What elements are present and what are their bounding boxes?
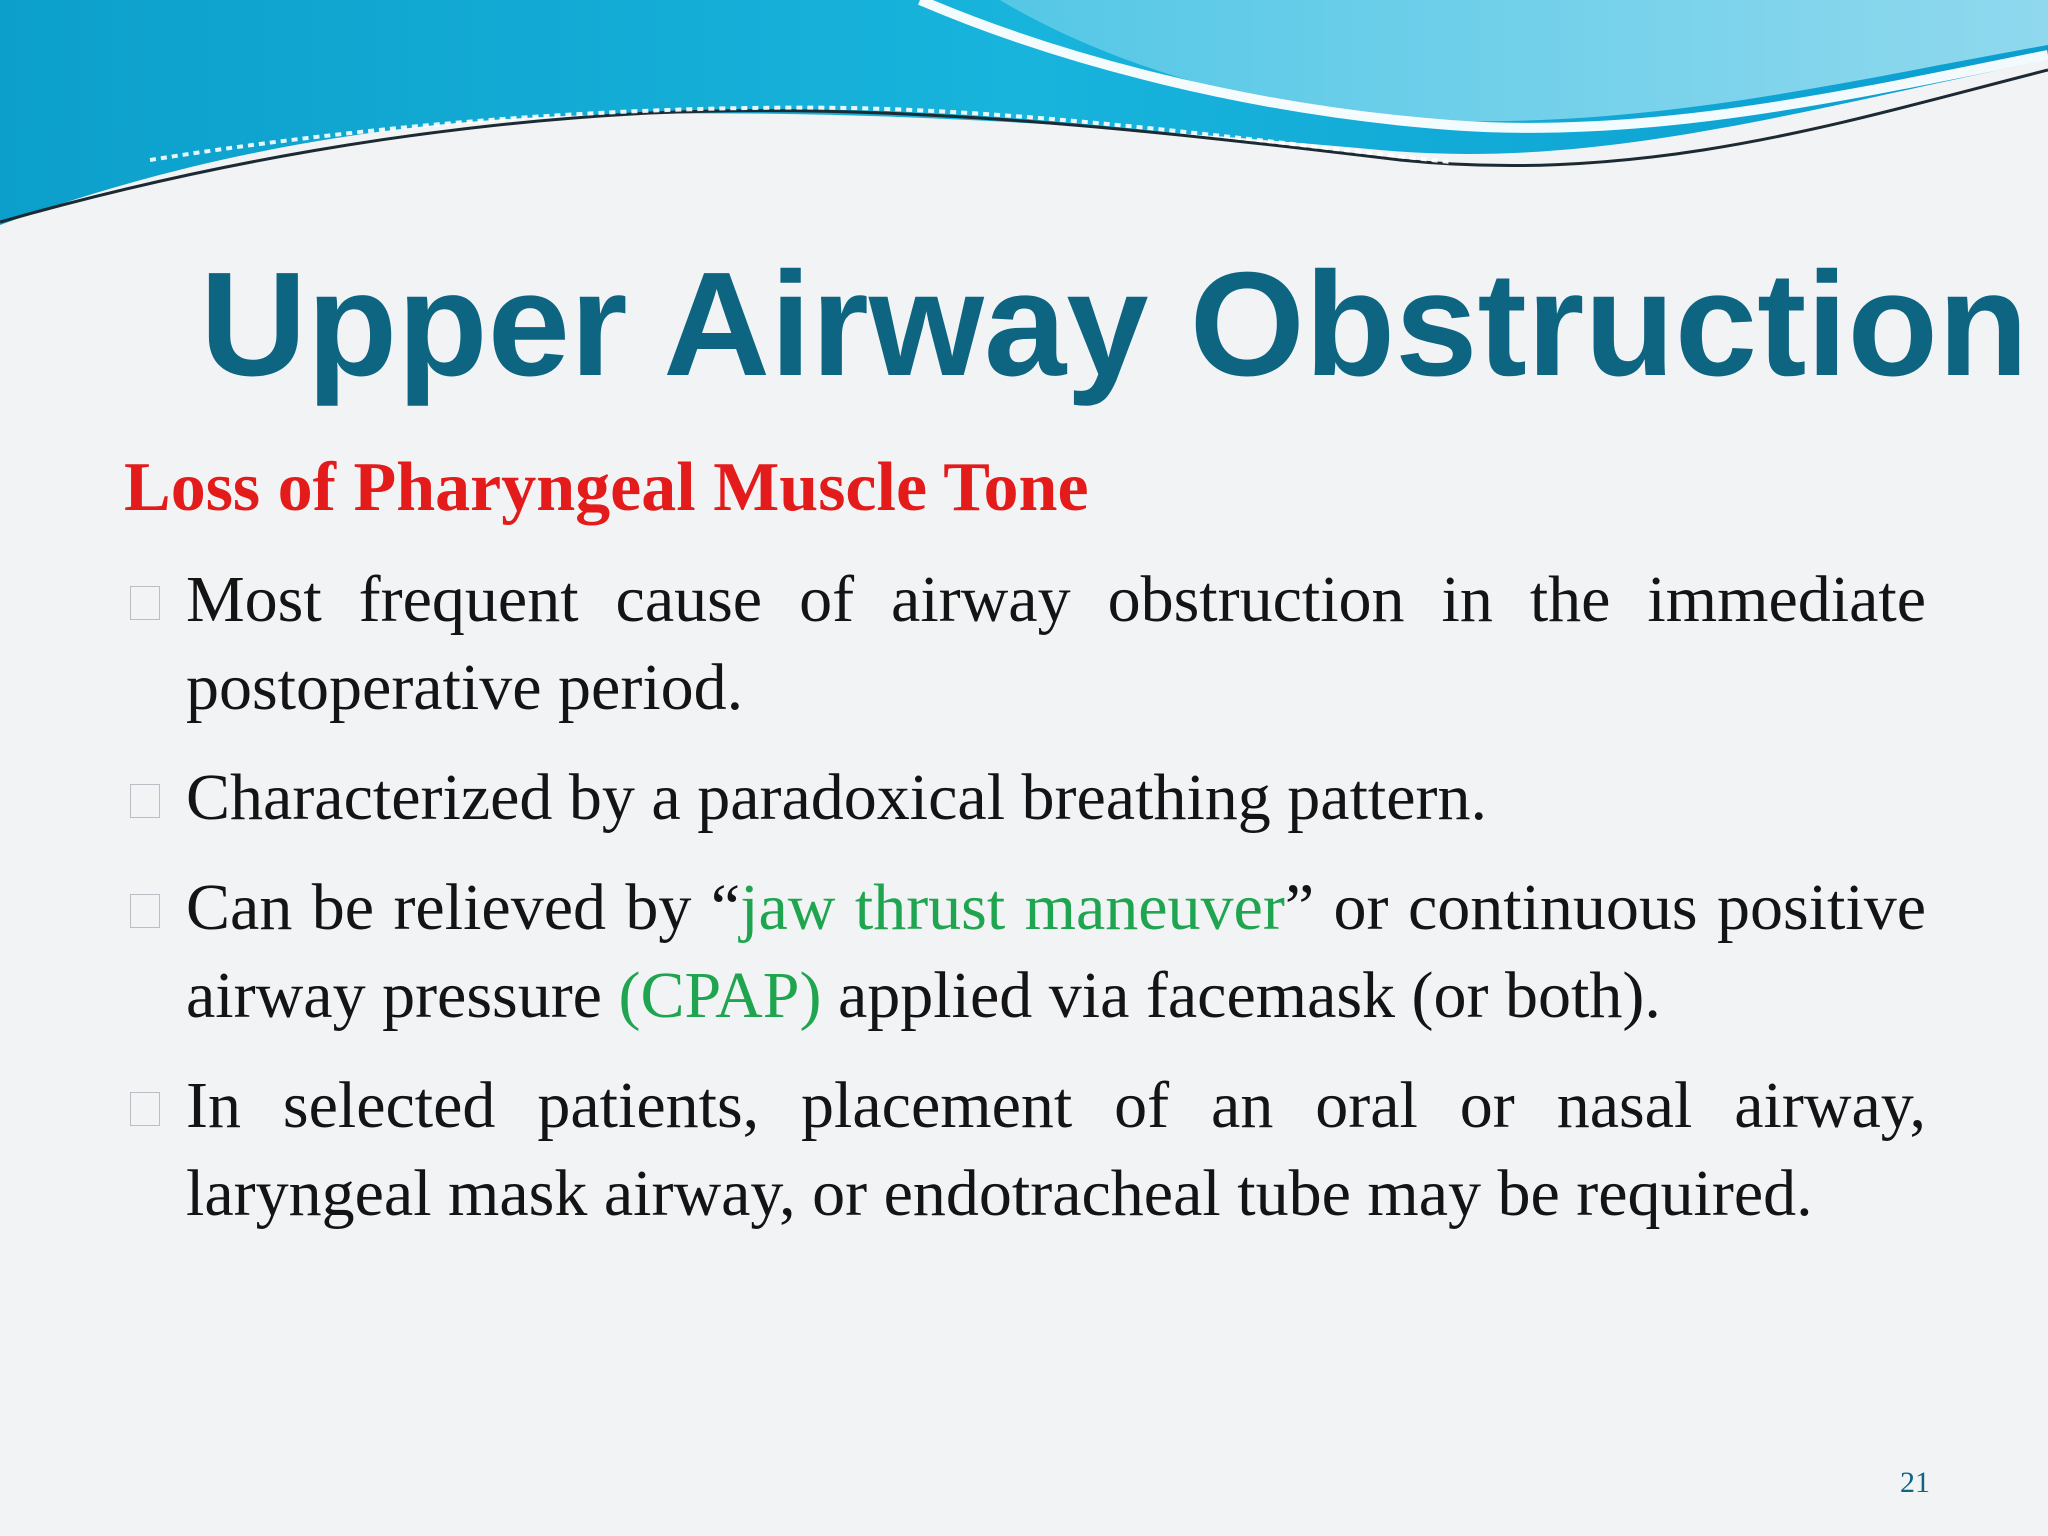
section-subtitle: Loss of Pharyngeal Muscle Tone (124, 449, 1089, 526)
bullet-item (124, 556, 1926, 732)
bullet-text-prefix: Can be relieved by “ (186, 871, 741, 944)
bullet-text: Most frequent cause of airway obstruction in the immediate postoperative period. (186, 563, 1926, 724)
bullet-list (124, 556, 1926, 1260)
bullet-item (124, 864, 1926, 1040)
highlight-jaw-thrust: jaw thrust maneuver (740, 871, 1285, 944)
square-bullet-icon (130, 1092, 160, 1126)
square-bullet-icon (130, 894, 160, 928)
square-bullet-icon (130, 586, 160, 620)
bullet-text-suffix: applied via facemask (or both). (821, 959, 1661, 1032)
slide-title: Upper Airway Obstruction (200, 242, 2029, 407)
bullet-text: In selected patients, placement of an oral or nasal airway, laryngeal mask airway, or endotracheal tube may be required. (186, 1069, 1926, 1230)
bullet-item (124, 754, 1926, 842)
bullet-text: Characterized by a paradoxical breathing pattern. (186, 761, 1488, 834)
page-number: 21 (1900, 1466, 1930, 1499)
header-wave-decoration (0, 0, 2048, 240)
highlight-cpap: (CPAP) (618, 959, 822, 1032)
bullet-item (124, 1062, 1926, 1238)
square-bullet-icon (130, 784, 160, 818)
bullet-text-mid: ” or continuous positive airway pressure (186, 871, 1927, 1032)
